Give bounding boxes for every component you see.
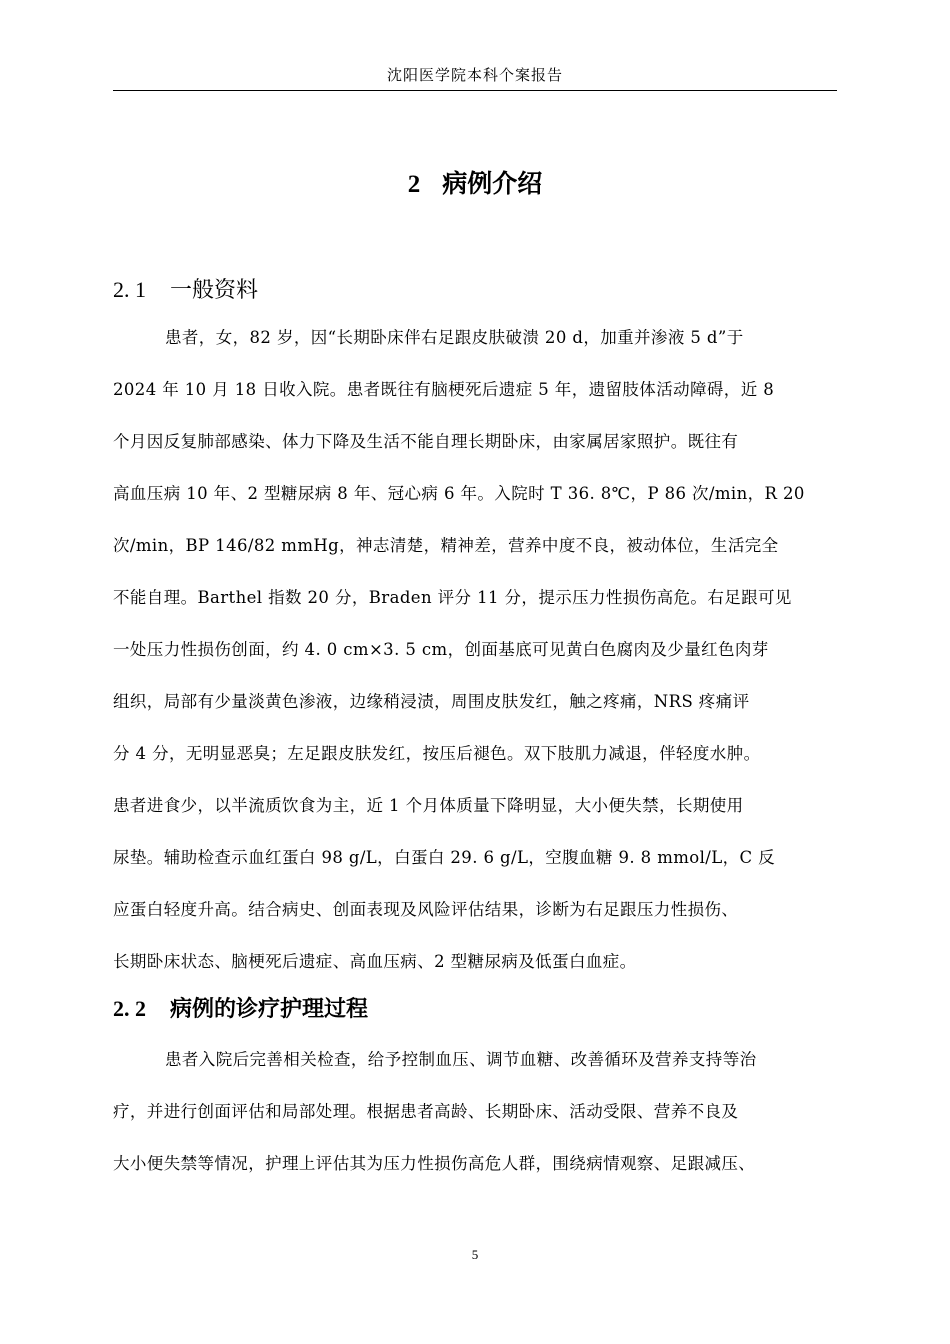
paragraph-line: 尿垫。辅助检查示血红蛋白 98 g/L，白蛋白 29. 6 g/L，空腹血糖 9. 8 mmol/L，C 反 bbox=[113, 848, 776, 867]
paragraph-general-info bbox=[113, 318, 837, 994]
paragraph-line: 组织，局部有少量淡黄色渗液，边缘稍浸渍，周围皮肤发红，触之疼痛，NRS 疼痛评 bbox=[113, 692, 750, 711]
paragraph-line: 不能自理。Barthel 指数 20 分，Braden 评分 11 分，提示压力性损伤高危。右足跟可见 bbox=[113, 588, 792, 607]
section-heading-general-info bbox=[113, 274, 258, 307]
section-number: 2. 1 bbox=[113, 277, 146, 302]
section-title: 病例的诊疗护理过程 bbox=[170, 997, 369, 1022]
header-rule bbox=[113, 90, 837, 91]
page-number: 5 bbox=[471, 1247, 479, 1262]
chapter-title bbox=[113, 166, 837, 203]
paragraph-line: 大小便失禁等情况，护理上评估其为压力性损伤高危人群，围绕病情观察、足跟减压、 bbox=[113, 1154, 756, 1173]
paragraph-treatment-process bbox=[113, 1040, 837, 1196]
paragraph-line: 患者入院后完善相关检查，给予控制血压、调节血糖、改善循环及营养支持等治 bbox=[165, 1050, 757, 1069]
chapter-number: 2 bbox=[407, 171, 421, 198]
paragraph-line: 患者进食少，以半流质饮食为主，近 1 个月体质量下降明显，大小便失禁，长期使用 bbox=[113, 796, 744, 815]
running-header: 沈阳医学院本科个案报告 bbox=[386, 66, 563, 84]
paragraph-line: 一处压力性损伤创面，约 4. 0 cm×3. 5 cm，创面基底可见黄白色腐肉及少量红色肉芽 bbox=[113, 640, 769, 659]
section-number: 2. 2 bbox=[113, 996, 146, 1021]
chapter-title-text: 病例介绍 bbox=[442, 169, 543, 198]
paragraph-line: 次/min，BP 146/82 mmHg，神志清楚，精神差，营养中度不良，被动体位，生活完全 bbox=[113, 536, 779, 555]
paragraph-line: 疗，并进行创面评估和局部处理。根据患者高龄、长期卧床、活动受限、营养不良及 bbox=[113, 1102, 739, 1121]
paragraph-line: 分 4 分，无明显恶臭；左足跟皮肤发红，按压后褪色。双下肢肌力减退，伴轻度水肿。 bbox=[113, 744, 761, 763]
paragraph-line: 患者，女，82 岁，因“长期卧床伴右足跟皮肤破溃 20 d，加重并渗液 5 d”于 bbox=[165, 328, 744, 347]
paragraph-line: 长期卧床状态、脑梗死后遗症、高血压病、2 型糖尿病及低蛋白血症。 bbox=[113, 952, 637, 971]
section-heading-treatment-process bbox=[113, 993, 368, 1026]
paragraph-line: 应蛋白轻度升高。结合病史、创面表现及风险评估结果，诊断为右足跟压力性损伤、 bbox=[113, 900, 739, 919]
paragraph-line: 高血压病 10 年、2 型糖尿病 8 年、冠心病 6 年。入院时 T 36. 8℃，P 86 次/min，R 20 bbox=[113, 484, 805, 503]
section-title: 一般资料 bbox=[170, 278, 259, 303]
paragraph-line: 个月因反复肺部感染、体力下降及生活不能自理长期卧床，由家属居家照护。既往有 bbox=[113, 432, 739, 451]
paragraph-line: 2024 年 10 月 18 日收入院。患者既往有脑梗死后遗症 5 年，遗留肢体活动障碍，近 8 bbox=[113, 380, 775, 399]
